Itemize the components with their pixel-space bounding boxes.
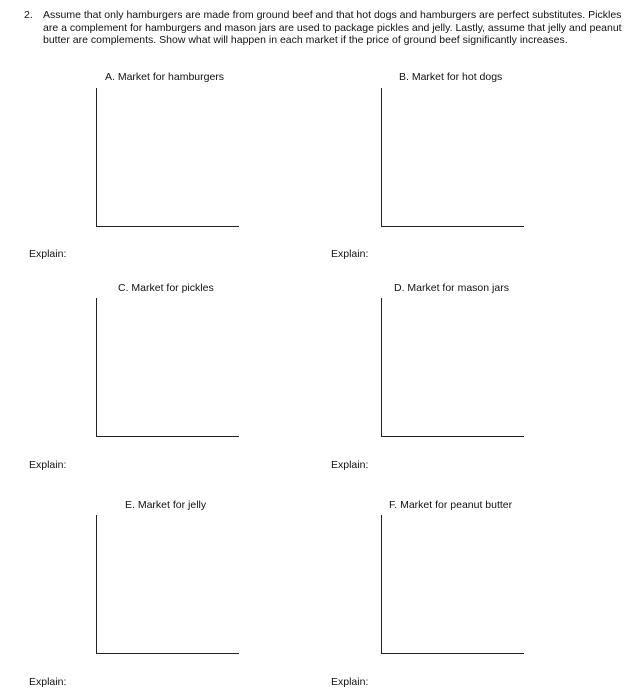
- explain-label-hot-dogs: Explain:: [331, 248, 369, 260]
- graph-title-jelly: E. Market for jelly: [125, 499, 207, 511]
- question-number: 2.: [24, 9, 33, 21]
- graph-title-hamburgers: A. Market for hamburgers: [105, 71, 225, 83]
- explain-label-pickles: Explain:: [29, 459, 67, 471]
- question-text: Assume that only hamburgers are made from ground beef and that hot dogs and hamburgers are perfect substitutes. Pickles are a complement for hamburgers and mason jars are used to package pickles and jelly. Lastly, assume that jelly and peanut butter are complements. Show what will happen in each market if the price of ground beef significantly increases.: [43, 9, 622, 47]
- explain-label-mason-jars: Explain:: [331, 459, 369, 471]
- graph-title-hot-dogs: B. Market for hot dogs: [399, 71, 503, 83]
- graph-axes-mason-jars: [381, 298, 524, 437]
- graph-title-pickles: C. Market for pickles: [118, 282, 214, 294]
- graph-axes-pickles: [96, 298, 239, 437]
- explain-label-hamburgers: Explain:: [29, 248, 67, 260]
- graph-title-peanut-butter: F. Market for peanut butter: [389, 499, 513, 511]
- graph-axes-hamburgers: [96, 88, 239, 227]
- explain-label-peanut-butter: Explain:: [331, 676, 369, 688]
- graph-title-mason-jars: D. Market for mason jars: [394, 282, 509, 294]
- graph-axes-jelly: [96, 515, 239, 654]
- question: [24, 9, 624, 47]
- graph-axes-peanut-butter: [381, 515, 524, 654]
- explain-label-jelly: Explain:: [29, 676, 67, 688]
- graph-axes-hot-dogs: [381, 88, 524, 227]
